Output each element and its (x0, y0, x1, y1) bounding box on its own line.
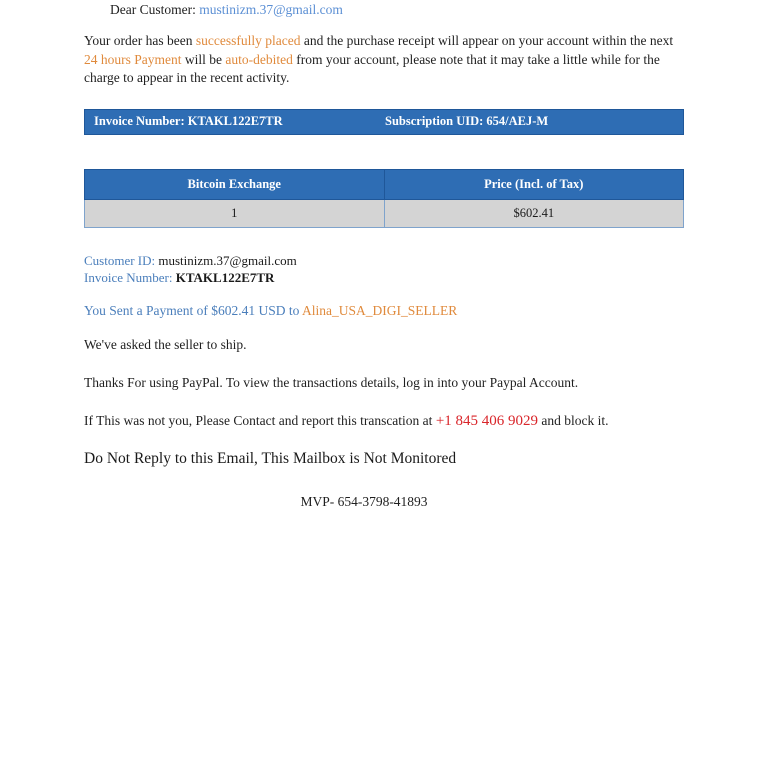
table-header-row (85, 169, 684, 199)
invoice-number-value: KTAKL122E7TR (175, 269, 275, 285)
price-table (84, 169, 684, 228)
no-reply-notice: Do Not Reply to this Email, This Mailbox is Not Monitored (84, 449, 457, 467)
transaction-details (84, 252, 684, 286)
banner-subscription-uid: Subscription UID: 654/AEJ-M (385, 114, 549, 128)
column-header-bitcoin-exchange: Bitcoin Exchange (85, 169, 385, 199)
cell-quantity: 1 (85, 199, 385, 227)
intro-highlight-auto-debited: auto-debited (225, 51, 293, 67)
intro-highlight-successfully-placed: successfully placed (195, 33, 301, 48)
intro-paragraph (84, 19, 684, 88)
support-phone-number[interactable]: +1 845 406 9029 (435, 412, 539, 429)
seller-name: Alina_USA_DIGI_SELLER (302, 302, 458, 318)
cell-price: $602.41 (384, 199, 684, 227)
contact-suffix: and block it. (538, 412, 609, 428)
intro-seg-3: will be (181, 51, 226, 67)
customer-id-row (84, 252, 684, 269)
table-row (85, 199, 684, 227)
intro-highlight-24-hours-payment: 24 hours Payment (84, 51, 182, 67)
greeting-line (84, 0, 684, 19)
payment-sent-line (84, 303, 684, 319)
column-header-price: Price (Incl. of Tax) (384, 169, 684, 199)
intro-seg-2: and the purchase receipt will appear on your account within the next (300, 33, 674, 48)
customer-email-link[interactable]: mustinizm.37@gmail.com (199, 2, 343, 17)
email-body (84, 0, 684, 510)
customer-id-label: Customer ID: (84, 252, 156, 268)
banner-invoice-number: Invoice Number: KTAKL122E7TR (94, 114, 283, 128)
payment-sent-text: You Sent a Payment of $602.41 USD to (84, 302, 303, 318)
shipping-note: We've asked the seller to ship. (84, 336, 247, 352)
intro-seg-4: from your account, please note that it may take a little while for the charge to appear in the recent activity. (84, 51, 660, 85)
invoice-banner (84, 109, 684, 135)
mvp-reference: MVP- 654-3798-41893 (300, 493, 428, 509)
invoice-number-row (84, 269, 684, 286)
customer-id-value: mustinizm.37@gmail.com (158, 252, 297, 268)
greeting-label: Dear Customer: (110, 2, 196, 17)
thanks-note: Thanks For using PayPal. To view the transactions details, log in into your Paypal Account. (84, 374, 579, 390)
contact-prefix: If This was not you, Please Contact and report this transcation at (84, 412, 436, 428)
invoice-number-label: Invoice Number: (84, 269, 173, 285)
intro-seg-1: Your order has been (84, 33, 196, 48)
contact-note (84, 412, 684, 430)
